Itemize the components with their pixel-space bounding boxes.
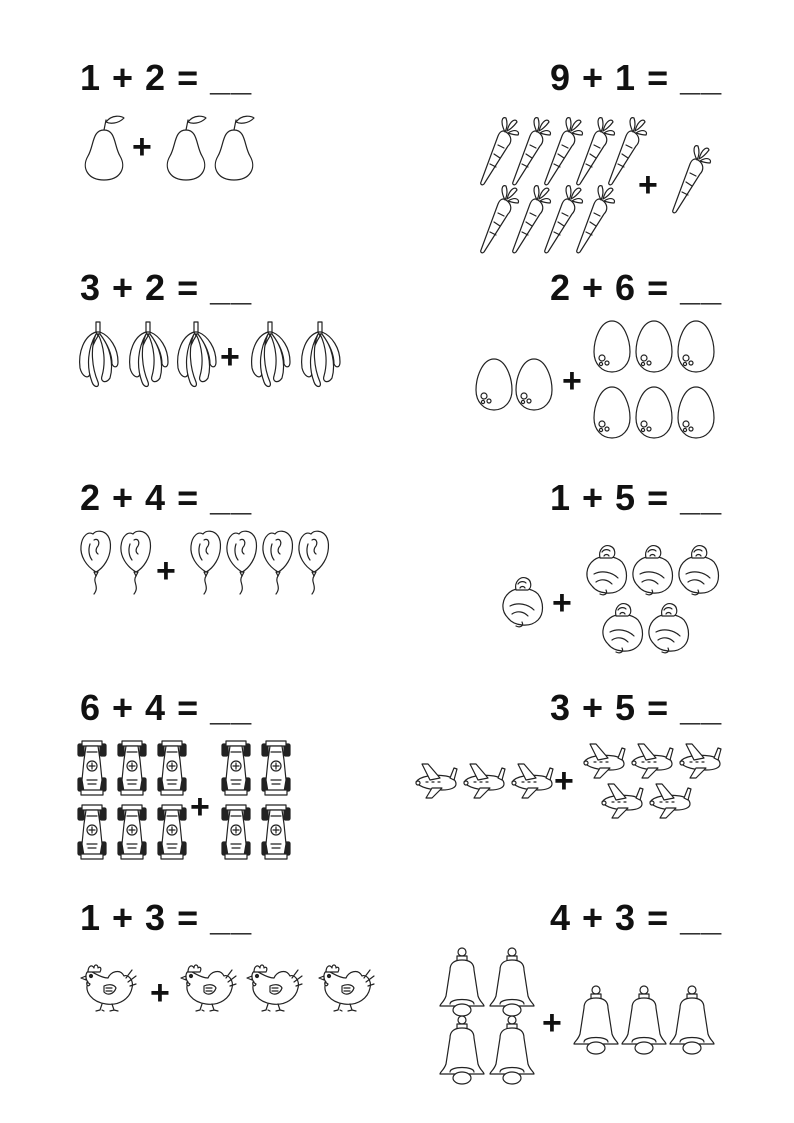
shell-icon <box>598 594 646 654</box>
pear-icon <box>78 112 130 182</box>
plus-sign: + <box>554 762 574 800</box>
egg-icon <box>634 384 674 440</box>
egg-icon <box>676 318 716 374</box>
airplane-icon <box>508 760 554 800</box>
banana-icon <box>172 318 218 390</box>
egg-icon <box>514 356 554 412</box>
bell-icon <box>486 946 538 1020</box>
chicken-icon <box>178 956 238 1012</box>
banana-icon <box>246 318 292 390</box>
airplane-icon <box>460 760 506 800</box>
plus-sign: + <box>190 788 210 826</box>
equation-10: 4 + 3 = __ <box>550 897 723 938</box>
egg-icon <box>592 318 632 374</box>
race-car-icon <box>220 804 252 860</box>
balloon-icon <box>188 528 224 594</box>
shell-icon <box>498 568 546 628</box>
race-car-icon <box>156 804 188 860</box>
race-car-icon <box>156 740 188 796</box>
race-car-icon <box>220 740 252 796</box>
equation-3: 3 + 2 = __ <box>80 267 253 308</box>
bell-icon <box>618 984 670 1058</box>
pear-icon <box>208 112 260 182</box>
plus-sign: + <box>156 552 176 590</box>
pear-icon <box>160 112 212 182</box>
shell-icon <box>674 536 722 596</box>
plus-sign: + <box>150 974 170 1012</box>
plus-sign: + <box>220 338 240 376</box>
shell-icon <box>628 536 676 596</box>
balloon-icon <box>296 528 332 594</box>
equation-6: 1 + 5 = __ <box>550 477 723 518</box>
bell-icon <box>570 984 622 1058</box>
balloon-icon <box>224 528 260 594</box>
airplane-icon <box>412 760 458 800</box>
airplane-icon <box>676 740 722 780</box>
plus-sign: + <box>638 166 658 204</box>
plus-sign: + <box>562 362 582 400</box>
race-car-icon <box>116 804 148 860</box>
equation-7: 6 + 4 = __ <box>80 687 253 728</box>
banana-icon <box>124 318 170 390</box>
equation-8: 3 + 5 = __ <box>550 687 723 728</box>
chicken-icon <box>78 956 138 1012</box>
banana-icon <box>296 318 342 390</box>
bell-icon <box>436 946 488 1020</box>
equation-4: 2 + 6 = __ <box>550 267 723 308</box>
balloon-icon <box>260 528 296 594</box>
balloon-icon <box>78 528 114 594</box>
equation-1: 1 + 2 = __ <box>80 57 253 98</box>
race-car-icon <box>116 740 148 796</box>
equation-2: 9 + 1 = __ <box>550 57 723 98</box>
bell-icon <box>486 1014 538 1088</box>
airplane-icon <box>580 740 626 780</box>
plus-sign: + <box>552 584 572 622</box>
banana-icon <box>74 318 120 390</box>
chicken-icon <box>316 956 376 1012</box>
egg-icon <box>474 356 514 412</box>
race-car-icon <box>260 740 292 796</box>
carrot-icon <box>668 140 710 216</box>
shell-icon <box>582 536 630 596</box>
equation-9: 1 + 3 = __ <box>80 897 253 938</box>
race-car-icon <box>260 804 292 860</box>
balloon-icon <box>118 528 154 594</box>
bell-icon <box>436 1014 488 1088</box>
egg-icon <box>676 384 716 440</box>
shell-icon <box>644 594 692 654</box>
plus-sign: + <box>132 128 152 166</box>
plus-sign: + <box>542 1004 562 1042</box>
chicken-icon <box>244 956 304 1012</box>
airplane-icon <box>646 780 692 820</box>
airplane-icon <box>628 740 674 780</box>
egg-icon <box>634 318 674 374</box>
egg-icon <box>592 384 632 440</box>
race-car-icon <box>76 740 108 796</box>
airplane-icon <box>598 780 644 820</box>
carrot-icon <box>572 180 614 256</box>
race-car-icon <box>76 804 108 860</box>
equation-5: 2 + 4 = __ <box>80 477 253 518</box>
bell-icon <box>666 984 718 1058</box>
